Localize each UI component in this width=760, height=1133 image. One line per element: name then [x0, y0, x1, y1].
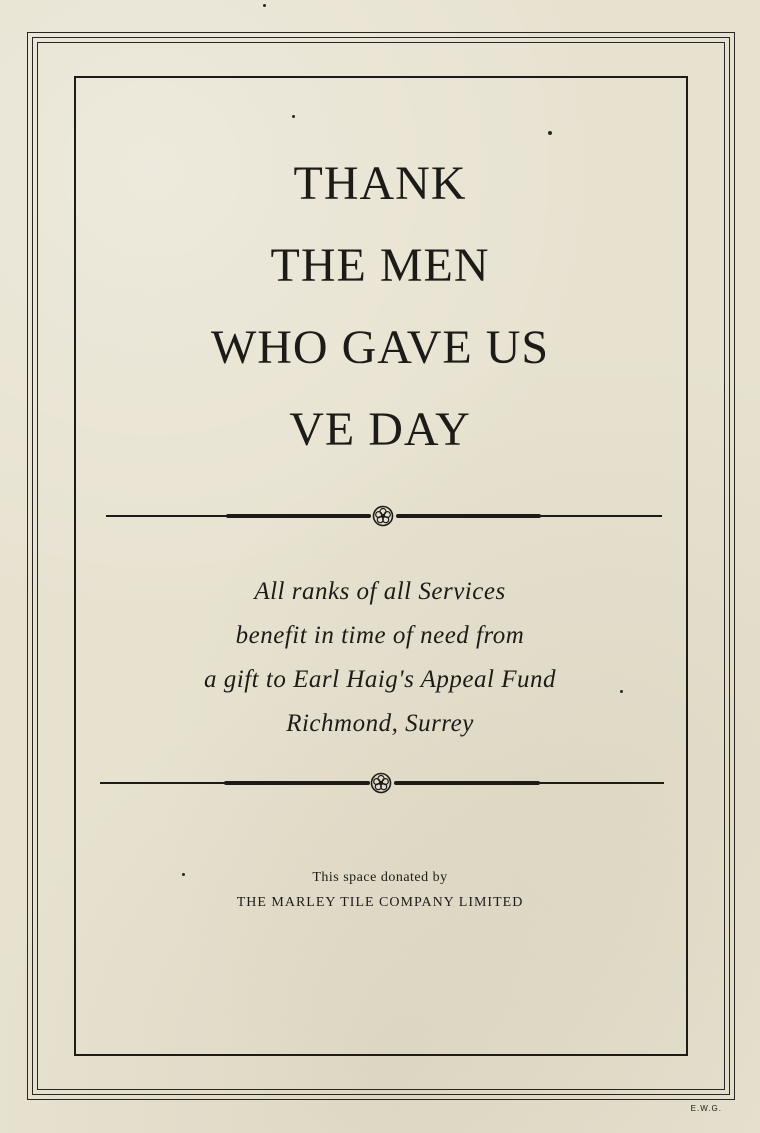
paper-speck	[548, 131, 552, 135]
company-name: THE MARLEY TILE COMPANY LIMITED	[236, 895, 524, 910]
appeal-text	[0, 572, 760, 748]
ornamental-rule-bottom	[100, 775, 664, 791]
rosette-icon	[370, 772, 392, 794]
appeal-line-3: a gift to Earl Haig's Appeal Fund	[204, 666, 556, 693]
paper-speck	[292, 115, 295, 118]
paper-speck	[263, 4, 266, 7]
rosette-icon	[372, 505, 394, 527]
rule-line-left-thick	[224, 781, 370, 785]
paper-speck	[182, 873, 185, 876]
appeal-line-2: benefit in time of need from	[235, 622, 525, 649]
headline-line-3: WHO GAVE US	[210, 321, 550, 374]
headline-line-2: THE MEN	[270, 239, 490, 292]
headline-line-1: THANK	[293, 157, 467, 210]
rule-line-right	[482, 515, 662, 517]
rule-line-left-thick	[226, 514, 371, 518]
appeal-line-1: All ranks of all Services	[254, 578, 506, 605]
donated-by-text: This space donated by	[312, 870, 448, 885]
rule-line-right	[480, 782, 664, 784]
artist-signature: E.W.G.	[690, 1104, 722, 1113]
donation-credit	[0, 868, 760, 914]
ornamental-rule-top	[106, 508, 662, 524]
headline-line-4: VE DAY	[289, 403, 471, 456]
headline	[0, 157, 760, 488]
appeal-line-4: Richmond, Surrey	[286, 710, 474, 737]
paper-speck	[620, 690, 623, 693]
